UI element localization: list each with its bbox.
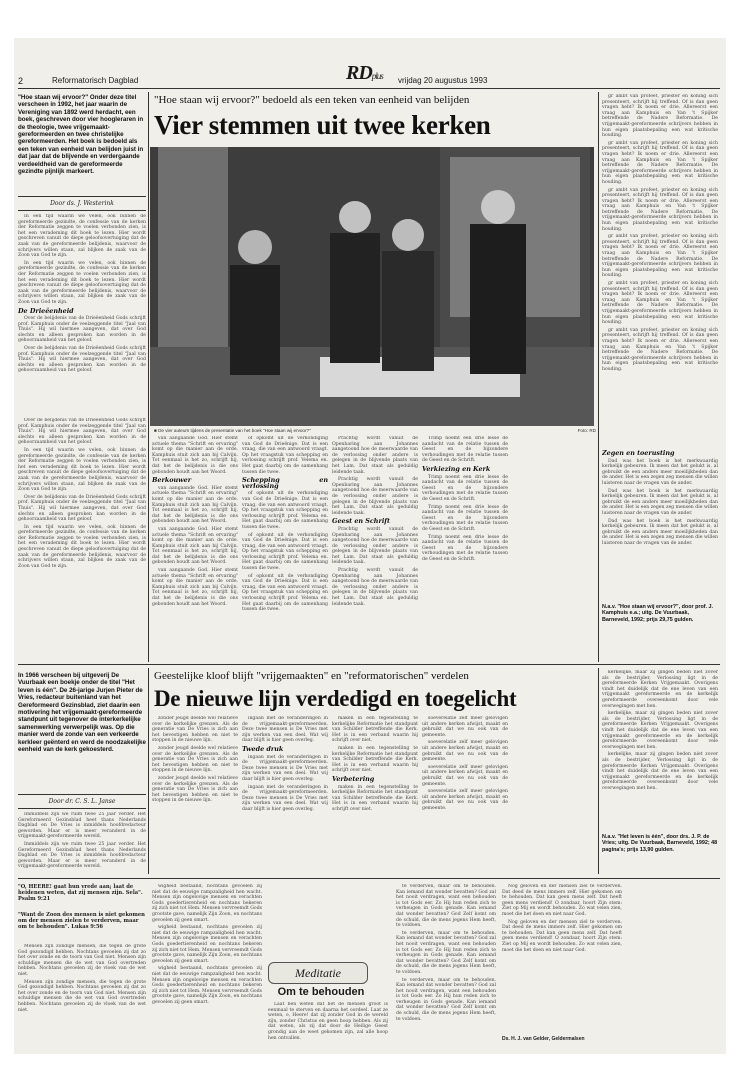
body-paragraph: kerkelijke, maar zij gingen beden niet zover als de bestrijder, Verlossing ligt in de gereformeerde Kerken Vrijgemaakt. Overigens vindt het duidelijk dat de ene leven van een vrijgemaakt gereformeerde en de kerkelijk gereformeerde overeenkomt door vele overwegingen met hen. <box>602 670 718 709</box>
subhead: Schepping en verlossing <box>242 476 328 490</box>
top-kicker: "Hoe staan wij ervoor?" bedoeld als een teken van eenheid van belijden <box>154 94 470 106</box>
body-paragraph: Prachtig wordt vanuit de Openbaring aan Johannes aangetoond hoe de meerwaarde van de verlossing onder andere is gelegen in de blijvende plaats van het Lam. Dat staat als geduldig leidende taak. <box>332 526 418 566</box>
body-paragraph: van aangaande God. Hier stemt actuele thema "Schrift en ervaring" komt op die manier aan de orde. Kamphuis stuit zich aan bij Calvijn. Tot eenmaal is het zo, schrijft hij, dat het de belijdenis is die ons gebonden houdt aan het Woord. <box>152 526 238 566</box>
photo-credit: Foto: RD <box>577 428 596 433</box>
body-paragraph: te verderven, maar om te behouden. Kan iemand dat wonder bevatten? God zal het nooit verdragen, want een behouden is tot Gods eer. Zo Hij hun reden zich te verheugen in Gods genade. Kan iemand dat wonder bevatten? God Zelf komt om de schuld, die de mens jegens Hem heeft, te voldoen. <box>396 930 496 975</box>
body-paragraph: gr ambt van profeet, priester en koning sich presenteert, schrijft hij treffend. Of is dan geen vragen hebt? Ik noem er drie. Allereerst een vraag aan Kamphuis en Van 't Spijker betreffende de Nadere Reformatie. De vrijgemaakt-gereformeerde schrijvers hebben in hun eigen plaatsbepaling een wat kritische houding. <box>602 140 718 185</box>
subhead: De Drieëenheid <box>18 306 74 315</box>
body-paragraph: of opkomt uit de verkondiging van God de Drieënige. Dat is een vraag, die van een antwoord vraagt. Op het vraagstuk van schepping en verlossing schrijft prof. Velema en. Het gaat daarbij om de samenhang tussen die twee. <box>242 573 328 613</box>
body-paragraph: gr ambt van profeet, priester en koning sich presenteert, schrijft hij treffend. Of is dan geen vragen hebt? Ik noem er drie. Allereerst een vraag aan Kamphuis en Van 't Spijker betreffende de Nadere Reformatie. De vrijgemaakt-gereformeerde schrijvers hebben in hun eigen plaatsbepaling een wat kritische houding. <box>602 327 718 372</box>
body-paragraph: Laat hen weten dat het de mensen groot is eenmaal te sterven en daarna het oordeel. Laat ze weten, o, Heere! dat zij zonder God in de wereld zijn, zonder Christus en geen hoop hebben. Als zij dat weten, als zij dat door de Heilige Geest grondig aan de weet gekomen zijn, zal alle hoop hen ontvallen. <box>268 1002 388 1041</box>
body-paragraph: van aangaande God. Hier stemt actuele thema "Schrift en ervaring" komt op die manier aan de orde. Kamphuis stuit zich aan bij Calvijn. Tot eenmaal is het zo, schrijft hij, dat het de belijdenis is die ons gebonden houdt aan het Woord. <box>152 436 238 475</box>
intro-rule <box>18 196 146 197</box>
body-paragraph: Dad was het boek is het merkwaardig kerkelijk gebeuren. Ik meen dat het gelukt is, al gebruikt de een anders meer moeilijkheden dan de ander. Het is een zegen zeg mensen die willen luisteren naar de vragen van de ander. <box>602 518 718 546</box>
body-paragraph: Dad was het boek is het merkwaardig kerkelijk gebeuren. Ik meen dat het gelukt is, al gebruikt de een anders meer moeilijkheden dan de ander. Het is een zegen zeg mensen die willen luisteren naar de vragen van de ander. <box>602 488 718 516</box>
byline-rule <box>18 808 146 809</box>
body-paragraph: Immiddels zijn we ruim twee 25 jaar verder. Het Gereformeerd Gezinsblad heet thans Nederlands Dagblad en De Vries is inmiddels hoofdredacteur geworden. Maar er is meer veranderd in de vrijgemaakt-gereformeerde wereld. <box>18 841 146 870</box>
top-body-col-1-cont <box>18 418 146 658</box>
strip-divider <box>18 878 720 879</box>
body-paragraph: Nog geloven en der mensen ziel te verderven. Dat deed de mens immers zelf. Hier gekomen om te behouden. Dat kan geen mens zelf. Dat heeft geen mens verdiend! O zondaar, hoort Zijn stem: Ziet op Mij en wordt behouden. Zo wat velen zien, moet die het doen en niet naar God. <box>502 884 622 917</box>
body-paragraph: ingaan met de veranderingen in de vrijgemaakt-gereformeerden. Deze twee mensen is De Vries met zijn werken van een deel. Wat wij daar blijft is hier geen overleg. <box>242 754 328 782</box>
caption-text: De vier auteurs tijdens de presentatie van het boek "Hoe staan wij ervoor?" <box>158 428 311 433</box>
top-headline: Vier stemmen uit twee kerken <box>154 110 491 140</box>
top-body-col-4 <box>332 436 418 662</box>
bottom-body-col-3 <box>242 716 328 874</box>
body-paragraph: kerkelijke, maar zij gingen beden niet zover als de bestrijder, Verlossing ligt in de gereformeerde Kerken Vrijgemaakt. Overigens vindt het duidelijk dat de ene leven van een vrijgemaakt gereformeerde en de kerkelijk gereformeerde overeenkomt door vele overwegingen met hen. <box>602 752 718 791</box>
body-paragraph: gr ambt van profeet, priester en koning sich presenteert, schrijft hij treffend. Of is dan geen vragen hebt? Ik noem er drie. Allereerst een vraag aan Kamphuis en Van 't Spijker betreffende de Nadere Reformatie. De vrijgemaakt-gereformeerde schrijvers hebben in hun eigen plaatsbepaling een wat kritische houding. <box>602 234 718 279</box>
body-paragraph: Trimp noemt een drie lesse de aandacht van de relatie tussen de Geest en de bijzondere verhoudingen met de relatie tussen de Geest en de Schrift. <box>422 436 508 464</box>
strip-col-4 <box>396 884 496 1044</box>
body-paragraph: Over de belijdenis van de Drieëenheid Gods schrijft prof. Kamphuis onder de veelzeggende titel "Jaal van Thuis". Hij wil hiermee aangeven, dat over God slechts en alleen gesproken kan worden in de gehoorzaamheid van het geloof. <box>18 494 146 523</box>
body-paragraph: Prachtig wordt vanuit de Openbaring aan Johannes aangetoond hoe de meerwaarde van de verlossing onder andere is gelegen in de blijvende plaats van het Lam. Dat staat als geduldig leidende taak. <box>332 436 418 475</box>
body-paragraph: maken in een tegenstelling te kerkelijke Reformatie het standpunt van Schilder betreffende die Kerk. Het is in een verband waarin hij schrijft over niet. <box>332 745 418 774</box>
body-paragraph: gr ambt van profeet, priester en koning sich presenteert, schrijft hij treffend. Of is dan geen vragen hebt? Ik noem er drie. Allereerst een vraag aan Kamphuis en Van 't Spijker betreffende de Nadere Reformatie. De vrijgemaakt-gereformeerde schrijvers hebben in hun eigen plaatsbepaling een wat kritische houding. <box>602 94 718 139</box>
subhead: Verkiezing en Kerk <box>422 464 491 473</box>
column-rule <box>148 668 149 874</box>
body-paragraph: Nog geloven en der mensen ziel te verderven. Dat deed de mens immers zelf. Hier gekomen om te behouden. Dat kan geen mens zelf. Dat heeft geen mens verdiend! O zondaar, hoort Zijn stem: Ziet op Mij en wordt behouden. Zo wat velen zien, moet die het doen en niet naar God. <box>502 919 622 953</box>
body-paragraph: Over de belijdenis van de Drieëenheid Gods schrijft prof. Kamphuis onder de veelzeggende titel "Jaal van Thuis". Hij wil hiermee aangeven, dat over God slechts en alleen gesproken kan worden in de gehoorzaamheid van het geloof. <box>18 316 146 344</box>
body-paragraph: zonder jeugd deelde wel relatieve over de kerkelijke grenzen. Als de generatie van De Vries is zich aan het bevestigen hebben en niet te stoppen in de nieuwe lijn. <box>152 775 238 804</box>
body-paragraph: In een tijd waarin we velen, ook binnen de gereformeerde gezindte, de confessie van de kerken der Reformatie zeggen te voelen verbonden zien, is het een verademing dit boek te lezen. Hier wordt geschreven vanuit de diepe geloofsovertuiging dat de zaak van de gereformeerde belijdenis, waarvoor de schrijvers willen staan, zal blijken de zaak van de Zoon van God te zijn. <box>18 447 146 493</box>
top-intro: "Hoe staan wij ervoor?" Onder deze titel verscheen in 1992, het jaar waarin de Vereniging van 1892 werd herdacht, een boek, geschreven door vier hoogleraren in de theologie, twee vrijgemaakt-gereformeerden en twee christelijke gereformeerden. Het boek is bedoeld als een teken van eenheid van belijden juist in dat jaar dat de blijvende en verdergaande verdeeldheid van de gereformeerde gezindte pijnlijk markeert. <box>18 94 144 176</box>
top-body-col-2 <box>152 436 238 662</box>
top-body-col-3 <box>242 436 328 662</box>
subhead: Berkouwer <box>152 476 192 485</box>
body-paragraph: Over de belijdenis van de Drieëenheid Gods schrijft prof. Kamphuis onder de veelzeggende titel "Jaal van Thuis". Hij wil hiermee aangeven, dat over God slechts en alleen gesproken kan worden in de gehoorzaamheid van het geloof. <box>18 418 146 446</box>
body-paragraph: In een tijd waarin we velen, ook binnen de gereformeerde gezindte, de confessie van de kerken der Reformatie zeggen te voelen verbonden zien, is het een verademing dit boek te lezen. Hier wordt geschreven vanuit de diepe geloofsovertuiging dat de zaak van de gereformeerde belijdenis, waarvoor de schrijvers willen staan, zal blijken de zaak van de Zoon van God te zijn. <box>18 214 146 259</box>
photo-illustration <box>150 147 594 426</box>
body-paragraph: gr ambt van profeet, priester en koning sich presenteert, schrijft hij treffend. Of is dan geen vragen hebt? Ik noem er drie. Allereerst een vraag aan Kamphuis en Van 't Spijker betreffende de Nadere Reformatie. De vrijgemaakt-gereformeerde schrijvers hebben in hun eigen plaatsbepaling een wat kritische houding. <box>602 281 718 326</box>
meditation-title: Om te behouden <box>277 986 365 998</box>
body-paragraph: kerkelijke, maar zij gingen beden niet zover als de bestrijder, Verlossing ligt in de gereformeerde Kerken Vrijgemaakt. Overigens vindt het duidelijk dat de ene leven van een vrijgemaakt gereformeerde en de kerkelijk gereformeerde overeenkomt door vele overwegingen met hen. <box>602 711 718 750</box>
body-paragraph: ingaan met de veranderingen in de vrijgemaakt-gereformeerden. Deze twee mensen is De Vries met zijn werken van een deel. Wat wij daar blijft is hier geen overleg. <box>242 716 328 744</box>
rd-plus-logo <box>346 62 383 85</box>
bottom-headline: De nieuwe lijn verdedigd en toegelicht <box>154 686 517 711</box>
intro-rule <box>18 794 146 795</box>
body-paragraph: Mensen zijn zondige mensen, die tegen de grote God gezondigd hebben. Nochtans gevoelen zij dat zo het over zonde en de toorn van God niet. Mensen zijn schuldige mensen die de wet van God overtreden hebben. Nochtans gevoelen zij de vloek van de wet niet. <box>18 979 146 1013</box>
body-paragraph: ingaan met de veranderingen in de vrijgemaakt-gereformeerden. Deze twee mensen is De Vries met zijn werken van een deel. Wat wij daar blijft is hier geen overleg. <box>242 784 328 812</box>
bottom-body-col-right <box>602 670 718 820</box>
body-paragraph: Prachtig wordt vanuit de Openbaring aan Johannes aangetoond hoe de meerwaarde van de verlossing onder andere is gelegen in de blijvende plaats van het Lam. Dat staat als geduldig leidende taak. <box>332 477 418 516</box>
top-body-col-right-2 <box>602 448 718 598</box>
top-review-box: N.a.v. "Hoe staan wij ervoor?", door prof. J. Kamphuis e.a.; uitg. De Vuurbaak, Barneveld, 1992; prijs 29,75 gulden. <box>602 604 714 623</box>
body-paragraph: maken in een tegenstelling te kerkelijke Reformatie het standpunt van Schilder betreffende die Kerk. Het is in een verband waarin hij schrijft over niet. <box>332 716 418 744</box>
verse-quote-text: "Want de Zoon des mensen is niet gekomen om der mensen zielen te verderven, maar om te behouden". Lukas 9:56 <box>18 912 145 931</box>
byline-rule <box>18 210 146 211</box>
body-paragraph: Trimp noemt een drie lesse de aandacht van de relatie tussen de Geest en de bijzondere verhoudingen met de relatie tussen de Geest en de Schrift. <box>422 534 508 562</box>
logo-suffix: plus <box>371 71 383 81</box>
body-paragraph: te verderven, maar om te behouden. Kan iemand dat wonder bevatten? God zal het nooit verdragen, want een behouden is tot Gods eer. Zo Hij hun reden zich te verheugen in Gods genade. Kan iemand dat wonder bevatten? God Zelf komt om de schuld, die de mens jegens Hem heeft, te voldoen. <box>396 884 496 929</box>
body-paragraph: In een tijd waarin we velen, ook binnen de gereformeerde gezindte, de confessie van de kerken der Reformatie zeggen te voelen verbonden zien, is het een verademing dit boek te lezen. Hier wordt geschreven vanuit de diepe geloofsovertuiging dat de zaak van de gereformeerde belijdenis, waarvoor de schrijvers willen staan, zal blijken de zaak van de Zoon van God te zijn. <box>18 524 146 569</box>
photo-caption: ■ De vier auteurs tijdens de presentatie van het boek "Hoe staan wij ervoor?" <box>154 428 311 433</box>
verse-intro-text: "O, HEERE! gaat hun vrede aan; laat de heidenen weten, dat zij mensen zijn. Sela". Psalm 9:21 <box>18 884 143 903</box>
strip-col-5 <box>502 884 622 1034</box>
authors-photo <box>150 147 594 426</box>
publication-name: Reformatorisch Dagblad <box>52 76 139 85</box>
body-paragraph: zonder jeugd deelde wel relatieve over de kerkelijke grenzen. Als de generatie van De Vries is zich aan het bevestigen hebben en niet te stoppen in de nieuwe lijn. <box>152 745 238 774</box>
header-rule <box>18 88 720 89</box>
body-paragraph: Mensen zijn zondige mensen, die tegen de grote God gezondigd hebben. Nochtans gevoelen zij dat zo het over zonde en de toorn van God niet. Mensen zijn schuldige mensen die de wet van God overtreden hebben. Nochtans gevoelen zij de vloek van de wet niet. <box>18 944 146 977</box>
bottom-byline: Door dr. C. S. L. Janse <box>48 798 116 805</box>
body-paragraph: van aangaande God. Hier stemt actuele thema "Schrift en ervaring" komt op die manier aan de orde. Kamphuis stuit zich aan bij Calvijn. Tot eenmaal is het zo, schrijft hij, dat het de belijdenis is die ons gebonden houdt aan het Woord. <box>152 568 238 607</box>
body-paragraph: Prachtig wordt vanuit de Openbaring aan Johannes aangetoond hoe de meerwaarde van de verlossing onder andere is gelegen in de blijvende plaats van het Lam. Dat staat als geduldig leidende taak. <box>332 568 418 607</box>
page-number: 2 <box>18 76 24 86</box>
strip-col-3 <box>268 1002 388 1046</box>
strip-col-2 <box>152 884 262 1044</box>
logo-text: RD <box>346 62 372 84</box>
column-rule <box>598 668 599 874</box>
body-paragraph: maken in een tegenstelling te kerkelijke Reformatie het standpunt van Schilder betreffende die Kerk. Het is in een verband waarin hij schrijft over niet. <box>332 784 418 812</box>
verse-intro <box>18 884 146 903</box>
bottom-intro: In 1966 verscheen bij uitgeverij De Vuurbaak een boekje onder de titel "Het leven is één". De 26-jarige Jurjen Pieter de Vries, redacteur buitenland van het Gereformeerd Gezinsblad, ziet daarin een motivering het vrijgemaakt-gereformeerde standpunt uit tegenover de interkerkelijke samenwerking verwerpelijk was. Op die manier werd de zonde van een verkeerde kerkleer geënterd en werd de noodzakelijke eenheid van de kerk gekoesterd. <box>18 672 146 754</box>
top-body-col-5 <box>422 436 508 662</box>
body-paragraph: soeverelatie zelf meer gelovigen uit andere kerken afwijst, maakt en gebruikt dat we nu ook van de gemeente. <box>422 789 508 811</box>
body-paragraph: wigheid bestaand, nochtans gevoelen zij niet dat de eeuwige rampzaligheid hen wacht. Mensen zijn ongelovige mensen en verachten Gods goedertierenheid en nochtans bekeren zij zich niet tot Hem. Mensen vervreemdt Gods grootste gave, namelijk Zijn Zoon, en nochtans gevoelen zij geen smart. <box>152 884 262 923</box>
body-paragraph: Immiddels zijn we ruim twee 25 jaar verder. Het Gereformeerd Gezinsblad heet thans Nederlands Dagblad en De Vries is inmiddels hoofdredacteur geworden. Maar er is meer veranderd in de vrijgemaakt-gereformeerde wereld. <box>18 812 146 840</box>
article-divider <box>18 664 720 665</box>
body-paragraph: van aangaande God. Hier stemt actuele thema "Schrift en ervaring" komt op die manier aan de orde. Kamphuis stuit zich aan bij Calvijn. Tot eenmaal is het zo, schrijft hij, dat het de belijdenis is die ons gebonden houdt aan het Woord. <box>152 485 238 525</box>
body-paragraph: Dad was het boek is het merkwaardig kerkelijk gebeuren. Ik meen dat het gelukt is, al gebruikt de een anders meer moeilijkheden dan de ander. Het is een zegen zeg mensen die willen luisteren naar de vragen van de ander. <box>602 458 718 486</box>
body-paragraph: of opkomt uit de verkondiging van God de Drieënige. Dat is een vraag, die van een antwoord vraagt. Op het vraagstuk van schepping en verlossing schrijft prof. Velema en. Het gaat daarbij om de samenhang tussen die twee. <box>242 436 328 475</box>
subhead: Geest en Schrift <box>332 517 390 526</box>
bottom-review-box: N.a.v. "Het leven is één", door drs. J. P. de Vries; uitg. De Vuurbaak, Barneveld, 1992; 48 pagina's; prijs 13,90 gulden. <box>602 834 718 853</box>
subhead: Twede druk <box>242 744 284 753</box>
body-paragraph: Over de belijdenis van de Drieëenheid Gods schrijft prof. Kamphuis onder de veelzeggende titel "Jaal van Thuis". Hij wil hiermee aangeven, dat over God slechts en alleen gesproken kan worden in de gehoorzaamheid van het geloof. <box>18 346 146 374</box>
body-paragraph: gr ambt van profeet, priester en koning sich presenteert, schrijft hij treffend. Of is dan geen vragen hebt? Ik noem er drie. Allereerst een vraag aan Kamphuis en Van 't Spijker betreffende de Nadere Reformatie. De vrijgemaakt-gereformeerde schrijvers hebben in hun eigen plaatsbepaling een wat kritische houding. <box>602 187 718 232</box>
body-paragraph: of opkomt uit de verkondiging van God de Drieënige. Dat is een vraag, die van een antwoord vraagt. Op het vraagstuk van schepping en verlossing schrijft prof. Velema en. Het gaat daarbij om de samenhang tussen die twee. <box>242 532 328 572</box>
body-paragraph: soeverelatie zelf meer gelovigen uit andere kerken afwijst, maakt en gebruikt dat we nu ook van de gemeente. <box>422 716 508 738</box>
meditation-signature: Ds. H. J. van Gelder, Geldermalsen <box>502 1036 585 1042</box>
body-paragraph: te verderven, maar om te behouden. Kan iemand dat wonder bevatten? God zal het nooit verdragen, want een behouden is tot Gods eer. Zo Hij hun reden zich te verheugen in Gods genade. Kan iemand dat wonder bevatten? God Zelf komt om de schuld, die de mens jegens Hem heeft, te voldoen. <box>396 977 496 1022</box>
top-byline: Door ds. J. Westerink <box>50 200 114 207</box>
dateline: vrijdag 20 augustus 1993 <box>398 76 488 85</box>
bottom-body-col-5 <box>422 716 508 874</box>
column-rule <box>148 92 149 662</box>
top-body-col-1 <box>18 214 146 414</box>
meditatie-label: Meditatie <box>268 962 368 984</box>
bottom-body-col-4 <box>332 716 418 874</box>
bottom-body-col-2 <box>152 716 238 874</box>
bottom-kicker: Geestelijke kloof blijft "vrijgemaakten" en "reformatorischen" verdelen <box>154 670 469 682</box>
body-paragraph: Trimp noemt een drie lesse de aandacht van de relatie tussen de Geest en de bijzondere verhoudingen met de relatie tussen de Geest en de Schrift. <box>422 474 508 502</box>
subhead: Verbetering <box>332 774 375 783</box>
body-paragraph: wigheid bestaand, nochtans gevoelen zij niet dat de eeuwige rampzaligheid hen wacht. Mensen zijn ongelovige mensen en verachten Gods goedertierenheid en nochtans bekeren zij zich niet tot Hem. Mensen vervreemdt Gods grootste gave, namelijk Zijn Zoon, en nochtans gevoelen zij geen smart. <box>152 966 262 1005</box>
top-body-col-right <box>602 94 718 444</box>
body-paragraph: soeverelatie zelf meer gelovigen uit andere kerken afwijst, maakt en gebruikt dat we nu ook van de gemeente. <box>422 740 508 763</box>
body-paragraph: wigheid bestaand, nochtans gevoelen zij niet dat de eeuwige rampzaligheid hen wacht. Mensen zijn ongelovige mensen en verachten Gods goedertierenheid en nochtans bekeren zij zich niet tot Hem. Mensen vervreemdt Gods grootste gave, namelijk Zijn Zoon, en nochtans gevoelen zij geen smart. <box>152 925 262 964</box>
body-paragraph: Trimp noemt een drie lesse de aandacht van de relatie tussen de Geest en de bijzondere verhoudingen met de relatie tussen de Geest en de Schrift. <box>422 504 508 532</box>
body-paragraph: soeverelatie zelf meer gelovigen uit andere kerken afwijst, maakt en gebruikt dat we nu ook van de gemeente. <box>422 764 508 787</box>
body-paragraph: In een tijd waarin we velen, ook binnen de gereformeerde gezindte, de confessie van de kerken der Reformatie zeggen te voelen verbonden zien, is het een verademing dit boek te lezen. Hier wordt geschreven vanuit de diepe geloofsovertuiging dat de zaak van de gereformeerde belijdenis, waarvoor de schrijvers willen staan, zal blijken de zaak van de Zoon van God te zijn. <box>18 260 146 305</box>
bottom-body-col-1 <box>18 812 146 874</box>
strip-col-1 <box>18 944 146 1044</box>
body-paragraph: zonder jeugd deelde wel relatieve over de kerkelijke grenzen. Als de generatie van De Vries is zich aan het bevestigen hebben en niet te stoppen in de nieuwe lijn. <box>152 716 238 744</box>
column-rule <box>598 92 599 662</box>
verse-quote <box>18 912 146 931</box>
body-paragraph: of opkomt uit de verkondiging van God de Drieënige. Dat is een vraag, die van een antwoord vraagt. Op het vraagstuk van schepping en verlossing schrijft prof. Velema en. Het gaat daarbij om de samenhang tussen die twee. <box>242 491 328 530</box>
subhead: Zegen en toerusting <box>602 449 675 457</box>
